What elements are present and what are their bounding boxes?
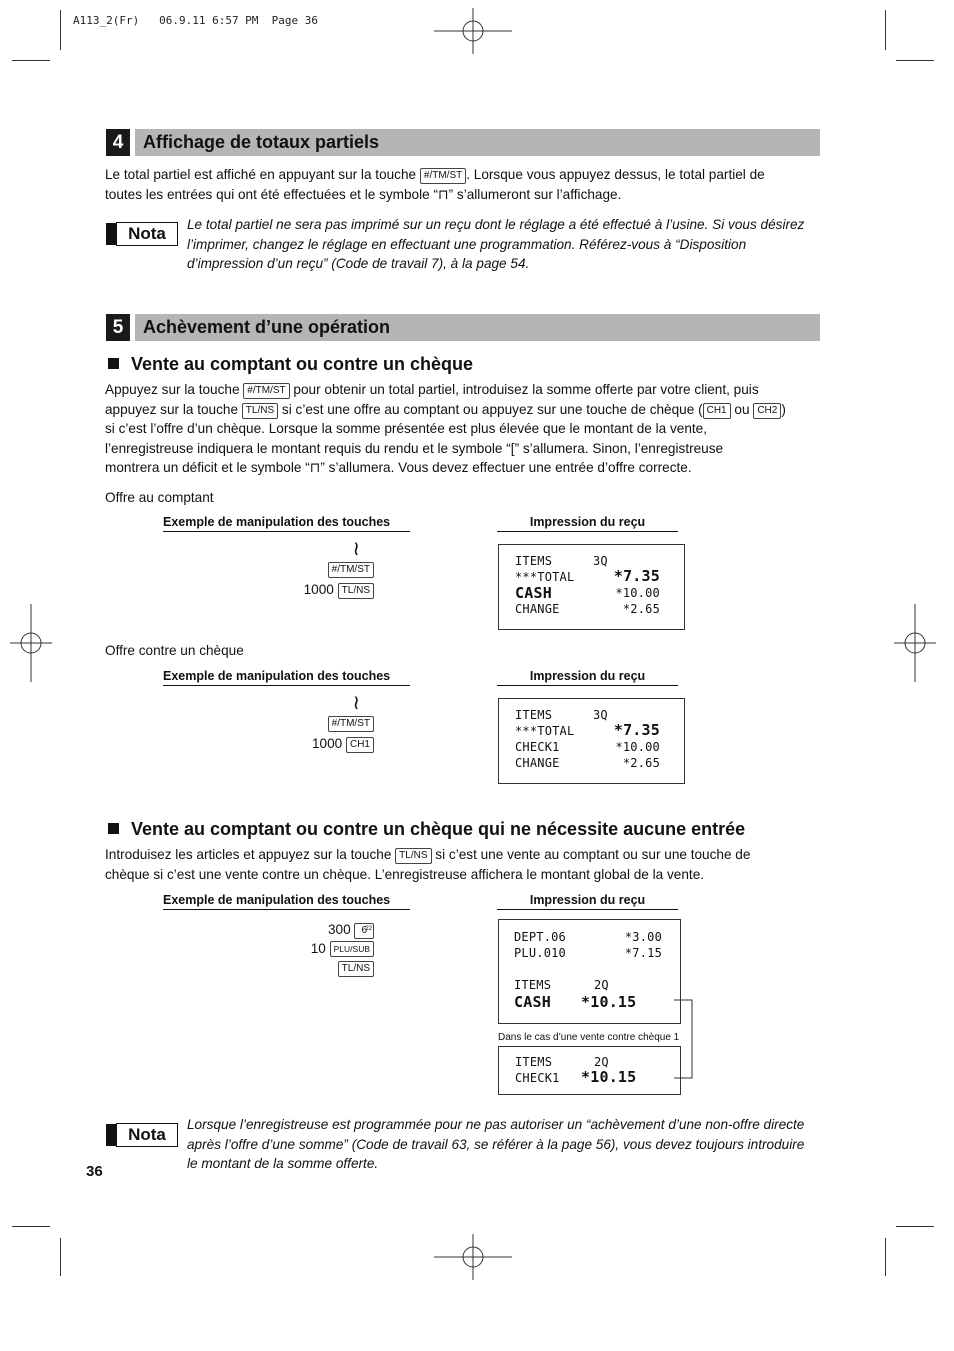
section-4-header — [106, 129, 820, 156]
registration-mark-bottom — [434, 1234, 512, 1280]
receipt-no-entry-cash — [498, 919, 681, 1024]
registration-mark-left — [10, 604, 52, 682]
key-subtotal: #/TM/ST — [420, 168, 466, 184]
cheque-offer-label: Offre contre un chèque — [105, 643, 244, 658]
change-symbol-icon: [ — [510, 440, 515, 456]
amount: 1000 — [311, 736, 343, 751]
key-subtotal: #/TM/ST — [243, 383, 289, 399]
nota-text: Lorsque l’enregistreuse est programmée pour ne pas autoriser un “achèvement d’une non-offre directe après l’offre d’une somme” (Code de travail 63, se référer à la page 56), vous devez toujours introduire le montant de la somme offerte. — [187, 1117, 805, 1171]
receipt-tender-value: *10.00 — [615, 586, 660, 600]
receipt-total-value: *7.35 — [613, 721, 660, 739]
receipt-plu-label: PLU.010 — [514, 946, 566, 960]
key-dept-6: 6 22 — [354, 923, 374, 939]
receipt-items-qty: 3Q — [593, 708, 608, 722]
receipt-print-label: Impression du reçu — [497, 893, 678, 910]
section-number: 4 — [106, 129, 130, 156]
key-sequence-cheque — [290, 692, 374, 753]
receipt-change-label: CHANGE — [515, 756, 560, 770]
key-subtotal: #/TM/ST — [328, 716, 374, 732]
receipt-tender-label: CHECK1 — [515, 740, 560, 754]
key-plu-sub: PLU/SUB — [330, 941, 374, 957]
key-sequence-cash — [290, 538, 374, 599]
amount: 300 — [327, 922, 351, 937]
receipt-total-label: ***TOTAL — [515, 724, 575, 738]
receipt-items-label: ITEMS — [515, 1055, 553, 1069]
page-number: 36 — [86, 1163, 103, 1180]
section-4-paragraph: Le total partiel est affiché en appuyant sur la touche #/TM/ST . Lorsque vous appuyez dessus, le total partiel de toutes les entrées qui ont été effectuées et le symbole “⊓” s’allumeront sur l’affichage. — [105, 167, 765, 202]
key-total: TL/NS — [242, 403, 278, 419]
no-entry-paragraph: Introduisez les articles et appuyez sur la touche TL/NS si c’est une vente au comptant ou sur une touche de chèque si c’est une vente contre un chèque. L’enregistreuse affichera le montant global de la vente. — [105, 847, 751, 882]
receipt-items-label: ITEMS — [515, 554, 553, 568]
key-example-label: Exemple de manipulation des touches — [163, 515, 410, 532]
receipt-total-label: ***TOTAL — [515, 570, 575, 584]
receipt-change-value: *2.65 — [622, 602, 660, 616]
cheque-receipt-caption: Dans le cas d’une vente contre chèque 1 — [498, 1032, 680, 1043]
receipt-check-label: CHECK1 — [515, 1071, 560, 1085]
receipt-check-value: *10.15 — [581, 1068, 637, 1086]
key-total: TL/NS — [338, 583, 374, 599]
key-example-label: Exemple de manipulation des touches — [163, 669, 410, 686]
key-example-label: Exemple de manipulation des touches — [163, 893, 410, 910]
squiggle-icon: ≀ — [352, 538, 360, 560]
subheading-cash-cheque: Vente au comptant ou contre un chèque — [108, 354, 473, 375]
receipt-cash-value: *10.15 — [581, 993, 637, 1011]
receipt-items-qty: 3Q — [593, 554, 608, 568]
receipt-tender-label: CASH — [515, 584, 552, 602]
cash-offer-label: Offre au comptant — [105, 490, 214, 505]
section-title: Achèvement d’une opération — [143, 317, 391, 337]
receipt-tender-value: *10.00 — [615, 740, 660, 754]
receipt-total-value: *7.35 — [613, 567, 660, 585]
key-sequence-no-entry — [290, 920, 374, 977]
receipt-items-label: ITEMS — [514, 978, 552, 992]
key-subtotal: #/TM/ST — [328, 562, 374, 578]
print-header: A113_2(Fr) 06.9.11 6:57 PM Page 36 — [73, 14, 319, 27]
receipt-dept-label: DEPT.06 — [514, 930, 566, 944]
receipt-items-label: ITEMS — [515, 708, 553, 722]
key-total: TL/NS — [395, 848, 431, 864]
receipt-cash-label: CASH — [514, 993, 551, 1011]
receipt-change-value: *2.65 — [622, 756, 660, 770]
registration-mark-top — [434, 8, 512, 54]
section-5-header — [106, 314, 820, 341]
squiggle-icon: ≀ — [352, 692, 360, 714]
nota-text: Le total partiel ne sera pas imprimé sur un reçu dont le réglage a été effectué à l’usine. Si vous désirez l’imprimer, changez le réglage en effectuant une programmation. Référez-vous à “Disposition d’impression d’un reçu” (Code de travail 7), à la page 54. — [187, 217, 805, 271]
receipt-print-label: Impression du reçu — [497, 669, 678, 686]
receipt-items-qty: 2Q — [594, 978, 609, 992]
key-ch1: CH1 — [346, 737, 374, 753]
receipt-print-label: Impression du reçu — [497, 515, 678, 532]
receipt-dept-value: *3.00 — [624, 930, 662, 944]
key-ch1: CH1 — [703, 403, 731, 419]
nota-badge: Nota — [106, 222, 174, 246]
amount: 10 — [310, 941, 326, 956]
registration-mark-right — [894, 604, 936, 682]
subheading-no-entry: Vente au comptant ou contre un chèque qui ne nécessite aucune entrée — [108, 819, 745, 840]
bracket-connector — [660, 994, 700, 1086]
receipt-cheque — [498, 698, 685, 784]
receipt-items-qty: 2Q — [594, 1055, 609, 1069]
receipt-no-entry-cheque — [498, 1046, 681, 1095]
section-title: Affichage de totaux partiels — [143, 132, 380, 152]
section-number: 5 — [106, 314, 130, 341]
amount: 1000 — [303, 582, 334, 597]
key-total: TL/NS — [338, 961, 374, 977]
receipt-cash — [498, 544, 685, 630]
receipt-change-label: CHANGE — [515, 602, 560, 616]
subtotal-symbol-icon: ⊓ — [438, 186, 449, 202]
receipt-plu-value: *7.15 — [624, 946, 662, 960]
subtotal-symbol-icon: ⊓ — [309, 460, 321, 475]
nota-badge: Nota — [106, 1123, 174, 1147]
section-5-paragraph: Appuyez sur la touche #/TM/ST pour obtenir un total partiel, introduisez la somme offerte par votre client, puis appuyez sur la touche TL/NS si c’est une offre au comptant ou appuyez sur une touche de chèque ( CH1 ou CH2 ) si c’est l’offre d’un chèque. Lorsque la somme présentée est plus élevée que le montant de la vente, l’enregistreuse indiquera le montant requis du rendu et le symbole “[” s’allumera. Sinon, l’enregistreuse montrera un déficit et le symbole “⊓” s’allumera. Vous devez effectuer une entrée d’offre correcte. — [105, 382, 786, 475]
key-ch2: CH2 — [753, 403, 781, 419]
